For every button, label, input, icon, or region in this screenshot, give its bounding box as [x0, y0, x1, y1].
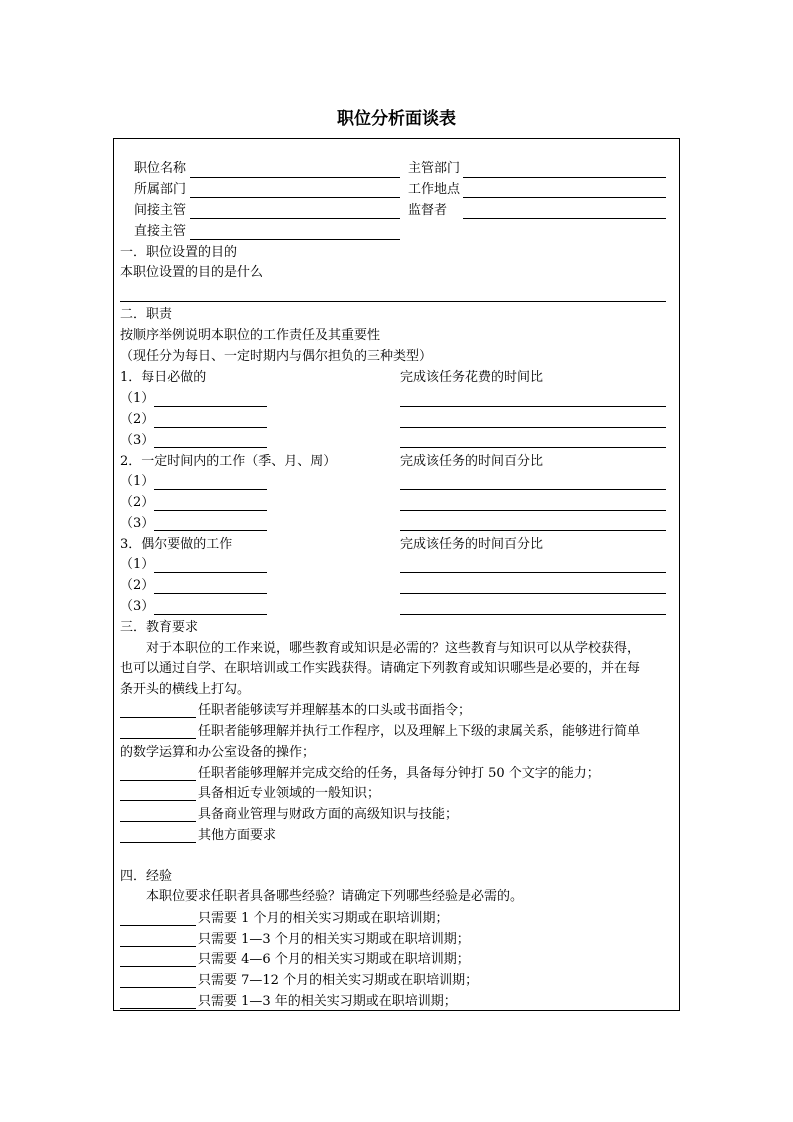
supervisor-dept-field[interactable] [463, 177, 666, 178]
daily-time-3-field[interactable] [400, 447, 666, 448]
item-number: （2） [120, 578, 155, 593]
experience-check-5[interactable] [120, 1008, 196, 1009]
label-direct-supervisor: 直接主管 [134, 224, 187, 239]
daily-time-1-field[interactable] [400, 406, 666, 407]
education-option-2a: 任职者能够理解并执行工作程序，以及理解上下级的隶属关系，能够进行简单 [198, 724, 641, 739]
label-dept: 所属部门 [134, 182, 187, 197]
periodic-task-3-field[interactable] [154, 530, 267, 531]
experience-option-5: 只需要 1—3 年的相关实习期或在职培训期； [198, 994, 457, 1009]
group3-title: 3．偶尔要做的工作 [120, 537, 233, 552]
periodic-task-2-field[interactable] [154, 510, 267, 511]
section1-heading: 一．职位设置的目的 [120, 245, 238, 260]
page-title: 职位分析面谈表 [337, 109, 456, 129]
education-check-3[interactable] [120, 780, 196, 781]
item-number: （1） [120, 474, 155, 489]
occasional-task-2-field[interactable] [154, 593, 267, 594]
education-check-6[interactable] [120, 842, 196, 843]
section2-line2: （现任分为每日、一定时期内与偶尔担负的三种类型） [120, 349, 433, 364]
education-option-2b: 的数学运算和办公室设备的操作； [120, 745, 316, 760]
item-number: （2） [120, 412, 155, 427]
group1-title: 1．每日必做的 [120, 370, 207, 385]
section3-heading: 三．教育要求 [120, 620, 199, 635]
education-option-1: 任职者能够读写并理解基本的口头或书面指令； [198, 703, 472, 718]
education-check-4[interactable] [120, 800, 196, 801]
item-number: （3） [120, 433, 155, 448]
occasional-task-1-field[interactable] [154, 572, 267, 573]
education-option-6: 其他方面要求 [198, 828, 277, 843]
label-monitor: 监督者 [408, 203, 448, 218]
education-check-1[interactable] [120, 717, 196, 718]
monitor-field[interactable] [463, 218, 666, 219]
experience-check-3[interactable] [120, 966, 196, 967]
occasional-time-2-field[interactable] [400, 593, 666, 594]
label-supervisor-dept: 主管部门 [408, 161, 461, 176]
group1-right-label: 完成该任务花费的时间比 [400, 370, 544, 385]
section2-line1: 按顺序举例说明本职位的工作责任及其重要性 [120, 328, 381, 343]
experience-option-2: 只需要 1—3 个月的相关实习期或在职培训期； [198, 932, 470, 947]
direct-supervisor-field[interactable] [190, 239, 400, 240]
occasional-time-3-field[interactable] [400, 614, 666, 615]
item-number: （1） [120, 391, 155, 406]
group3-right-label: 完成该任务的时间百分比 [400, 537, 544, 552]
experience-option-3: 只需要 4—6 个月的相关实习期或在职培训期； [198, 952, 470, 967]
dept-field[interactable] [190, 197, 400, 198]
occasional-time-1-field[interactable] [400, 572, 666, 573]
item-number: （1） [120, 557, 155, 572]
label-indirect-supervisor: 间接主管 [134, 203, 187, 218]
daily-time-2-field[interactable] [400, 427, 666, 428]
section3-intro-3: 条开头的横线上打勾。 [120, 682, 251, 697]
purpose-answer-field[interactable] [120, 301, 666, 302]
education-check-5[interactable] [120, 821, 196, 822]
daily-task-1-field[interactable] [154, 406, 267, 407]
daily-task-3-field[interactable] [154, 447, 267, 448]
periodic-time-1-field[interactable] [400, 489, 666, 490]
item-number: （3） [120, 516, 155, 531]
experience-option-1: 只需要 1 个月的相关实习期或在职培训期； [198, 911, 449, 926]
education-option-5: 具备商业管理与财政方面的高级知识与技能； [198, 807, 459, 822]
work-location-field[interactable] [463, 197, 666, 198]
group2-right-label: 完成该任务的时间百分比 [400, 454, 544, 469]
item-number: （2） [120, 495, 155, 510]
education-option-3: 任职者能够理解并完成交给的任务，具备每分钟打 50 个文字的能力； [198, 766, 600, 781]
section3-intro-2: 也可以通过自学、在职培训或工作实践获得。请确定下列教育或知识哪些是必要的，并在每 [120, 661, 641, 676]
periodic-task-1-field[interactable] [154, 489, 267, 490]
section2-heading: 二．职责 [120, 307, 173, 322]
job-name-field[interactable] [190, 177, 400, 178]
section4-heading: 四．经验 [120, 869, 173, 884]
periodic-time-3-field[interactable] [400, 530, 666, 531]
daily-task-2-field[interactable] [154, 427, 267, 428]
indirect-supervisor-field[interactable] [190, 218, 400, 219]
section1-question: 本职位设置的目的是什么 [120, 265, 264, 280]
education-check-2[interactable] [120, 738, 196, 739]
education-option-4: 具备相近专业领域的一般知识； [198, 786, 381, 801]
occasional-task-3-field[interactable] [154, 614, 267, 615]
experience-option-4: 只需要 7—12 个月的相关实习期或在职培训期； [198, 973, 479, 988]
section3-intro-1: 对于本职位的工作来说，哪些教育或知识是必需的？这些教育与知识可以从学校获得， [146, 641, 641, 656]
experience-check-2[interactable] [120, 946, 196, 947]
experience-check-4[interactable] [120, 987, 196, 988]
label-work-location: 工作地点 [408, 182, 461, 197]
item-number: （3） [120, 599, 155, 614]
section4-intro: 本职位要求任职者具备哪些经验？请确定下列哪些经验是必需的。 [146, 889, 524, 904]
periodic-time-2-field[interactable] [400, 510, 666, 511]
group2-title: 2．一定时间内的工作（季、月、周） [120, 454, 337, 469]
label-job-name: 职位名称 [134, 161, 187, 176]
experience-check-1[interactable] [120, 925, 196, 926]
